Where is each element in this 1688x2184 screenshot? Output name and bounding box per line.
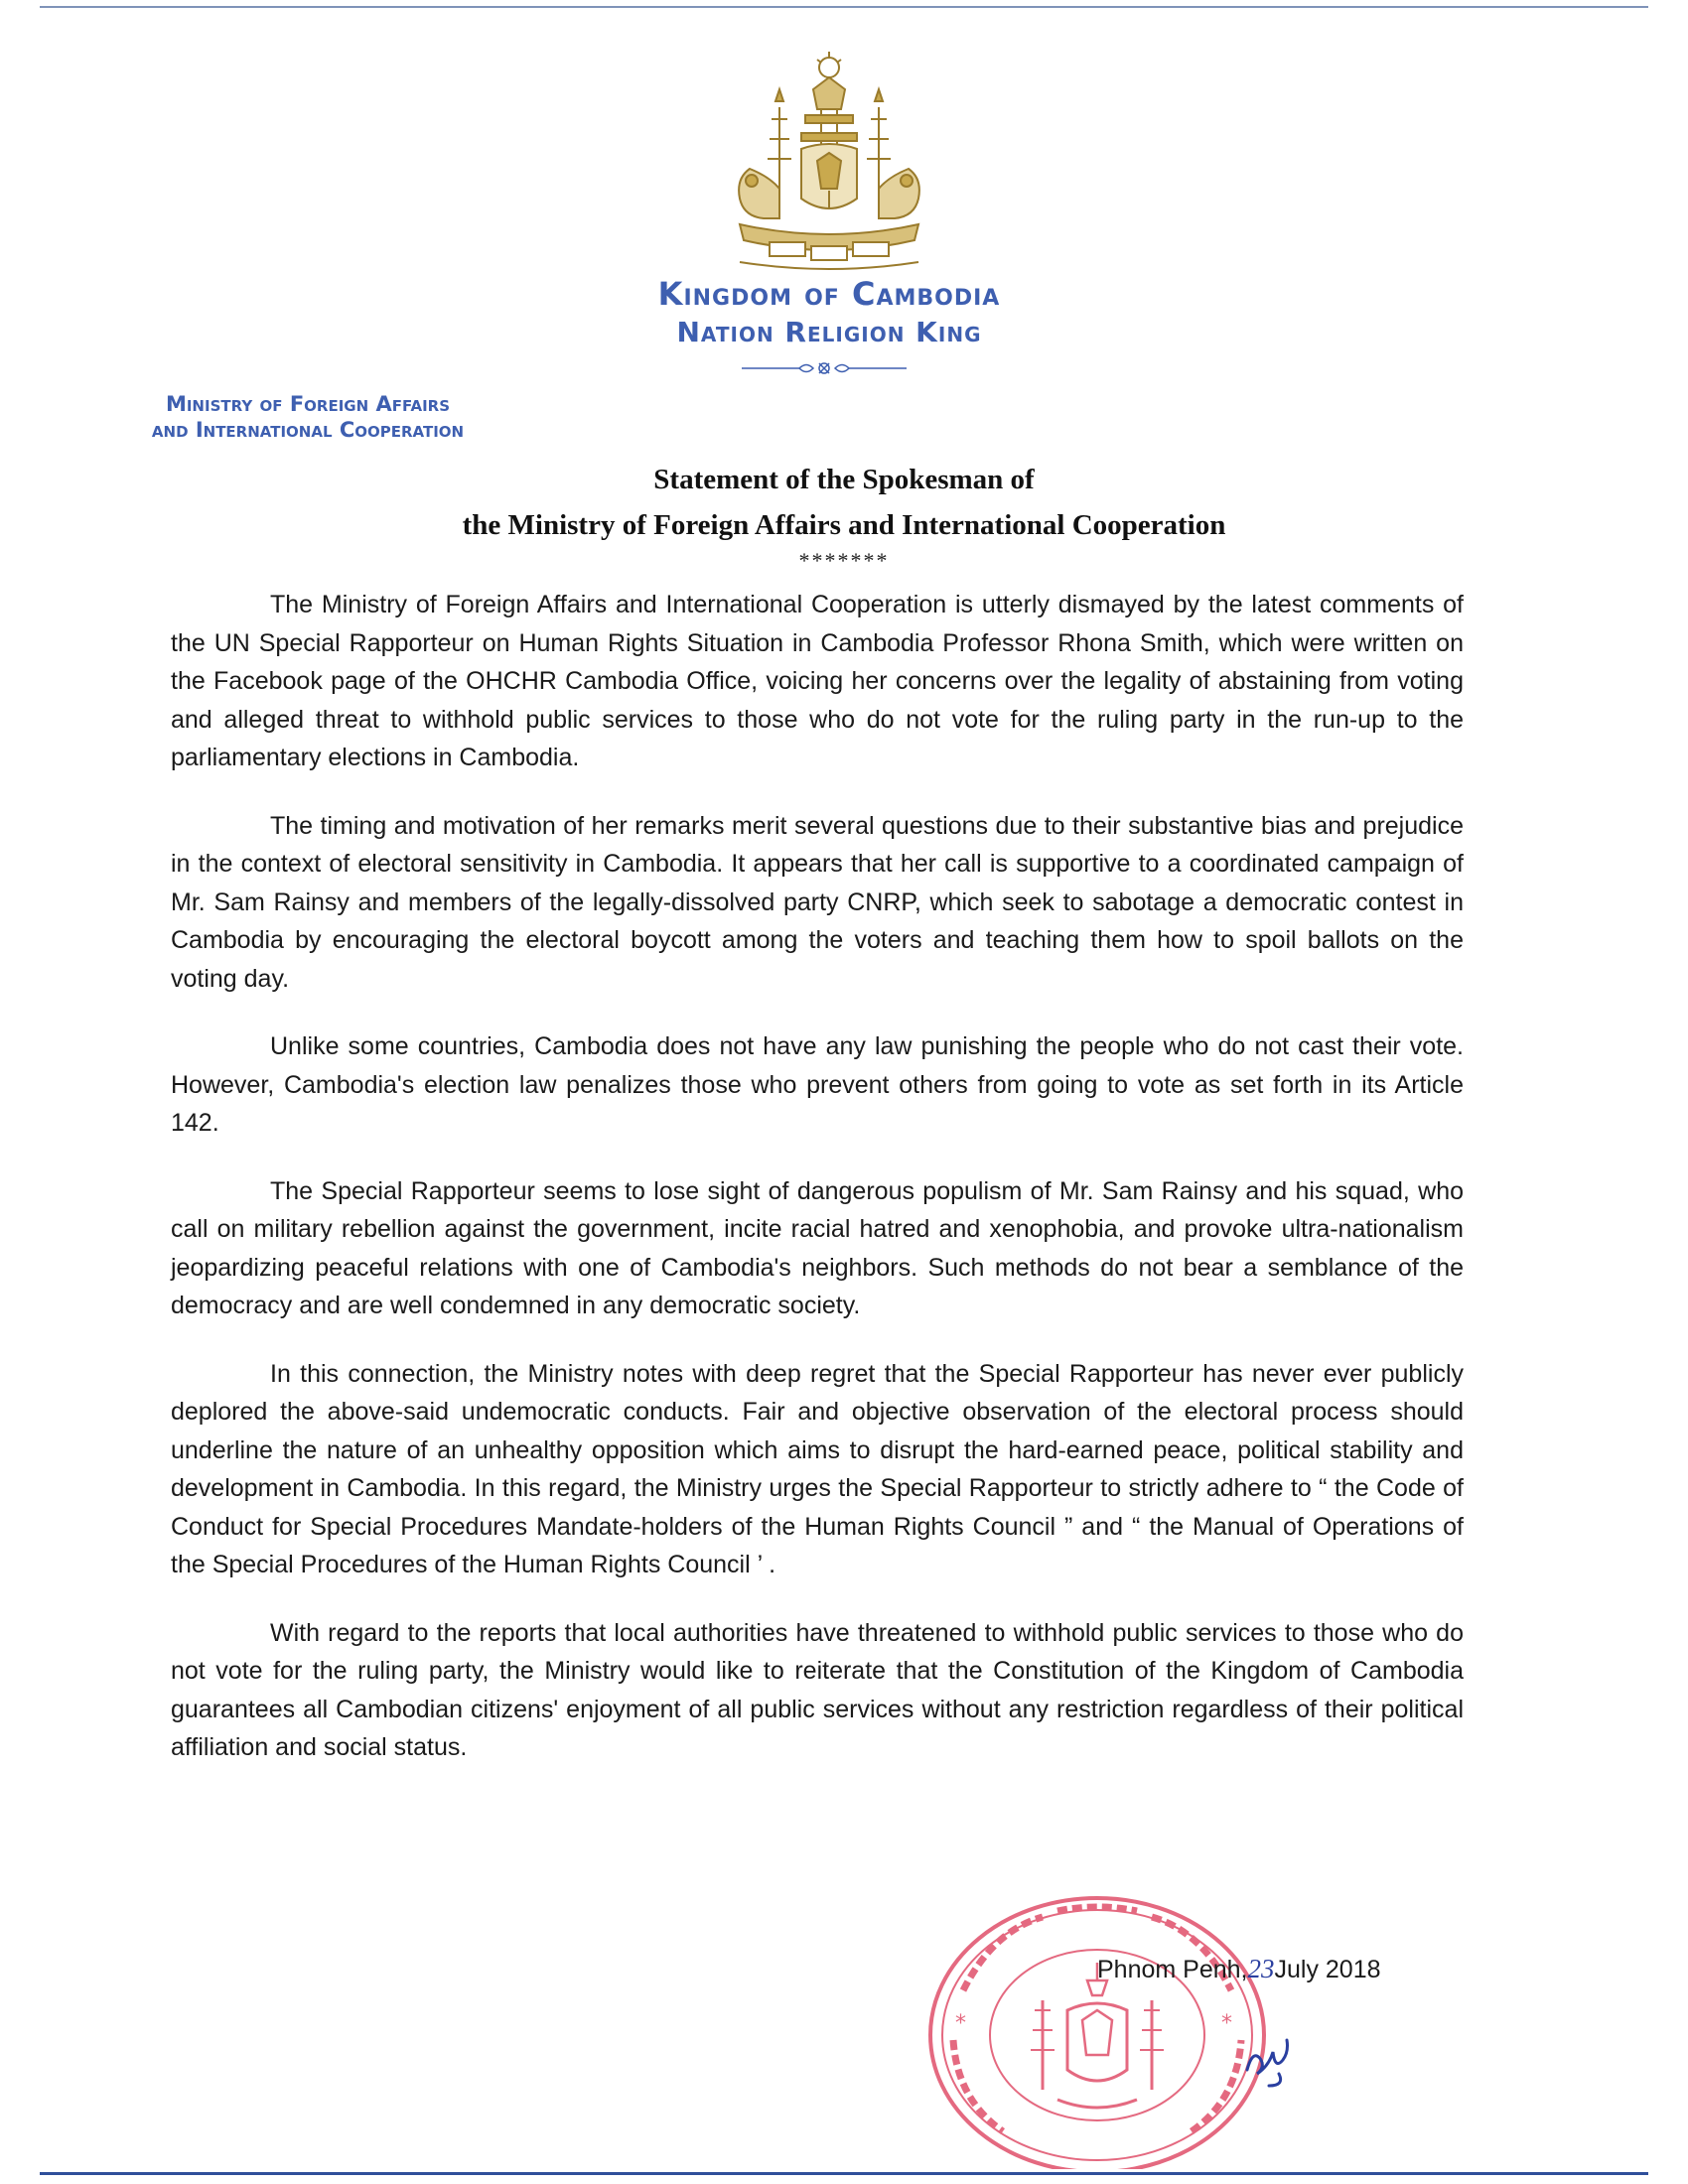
place-text: Phnom Penh, [1097,1956,1248,1983]
paragraph: The Ministry of Foreign Affairs and International Cooperation is utterly dismayed by the latest comments of the UN Special Rapporteur on Human Rights Situation in Cambodia Professor Rhona Smith, which were written on the Facebook page of the OHCHR Cambodia Office, voicing her concerns over the legality of abstaining from voting and alleged threat to withhold public services to those who do not vote for the ruling party in the run-up to the parliamentary elections in Cambodia. [171,591,1464,771]
handwritten-day: 23 [1247,1954,1275,1983]
handwritten-signature-icon [1239,2030,1299,2090]
paragraph: Unlike some countries, Cambodia does not have any law punishing the people who do not cast their vote. However, Cambodia's election law penalizes those who prevent others from going to vote as set forth in its Article 142. [171,1032,1464,1137]
ministry-line-2: and International Cooperation [151,418,465,442]
month-year-text: July 2018 [1274,1956,1381,1983]
ministry-line-1: Ministry of Foreign Affairs [165,392,451,416]
royal-coat-of-arms-icon [710,50,948,278]
paragraph: With regard to the reports that local authorities have threatened to withhold public services to those who do not vote for the ruling party, the Ministry would like to reiterate that the Constitution of the Kingdom of Cambodia guarantees all Cambodian citizens' enjoyment of all public services without any restriction regardless of their political affiliation and social status. [171,1618,1464,1761]
ornamental-divider-icon [740,359,909,377]
title-line-1: Statement of the Spokesman of [653,464,1035,495]
top-border-rule [40,6,1648,8]
ministry-letterhead [70,391,546,443]
title-separator: ******* [798,548,890,573]
place-and-date [1097,1954,1435,1984]
statement-title [199,457,1489,548]
svg-text:*: * [1221,2011,1232,2036]
paragraph: The Special Rapporteur seems to lose sight of dangerous populism of Mr. Sam Rainsy and his squad, who call on military rebellion against the government, incite racial hatred and xenophobia, and provoke ultra-nationalism jeopardizing peaceful relations with one of Cambodia's neighbors. Such methods do not bear a semblance of the democracy and are well condemned in any democratic society. [171,1176,1464,1319]
bottom-border-rule [40,2172,1648,2175]
country-name: Kingdom of Cambodia [657,275,1001,313]
statement-body [171,586,1464,1797]
paragraph: The timing and motivation of her remarks merit several questions due to their substantive bias and prejudice in the context of electoral sensitivity in Cambodia. It appears that her call is supportive to a coordinated campaign of Mr. Sam Rainsy and members of the legally-dissolved party CNRP, which seek to sabotage a democratic contest in Cambodia by encouraging the electoral boycott among the voters and teaching them how to spoil ballots on the voting day. [171,811,1464,993]
svg-text:*: * [955,2011,966,2036]
title-line-2: the Ministry of Foreign Affairs and International Cooperation [462,509,1226,541]
official-ministry-seal-icon [923,1871,1271,2169]
national-motto: Nation Religion King [676,316,982,348]
paragraph: In this connection, the Ministry notes with deep regret that the Special Rapporteur has never ever publicly deplored the above-said undemocratic conducts. Fair and objective observation of the electoral process should underline the nature of an unhealthy opposition which aims to disrupt the hard-earned peace, political stability and development in Cambodia. In this regard, the Ministry urges the Special Rapporteur to strictly adhere to “ the Code of Conduct for Special Procedures Mandate-holders of the Human Rights Council ” and “ the Manual of Operations of the Special Procedures of the Human Rights Council ’ . [171,1359,1464,1578]
